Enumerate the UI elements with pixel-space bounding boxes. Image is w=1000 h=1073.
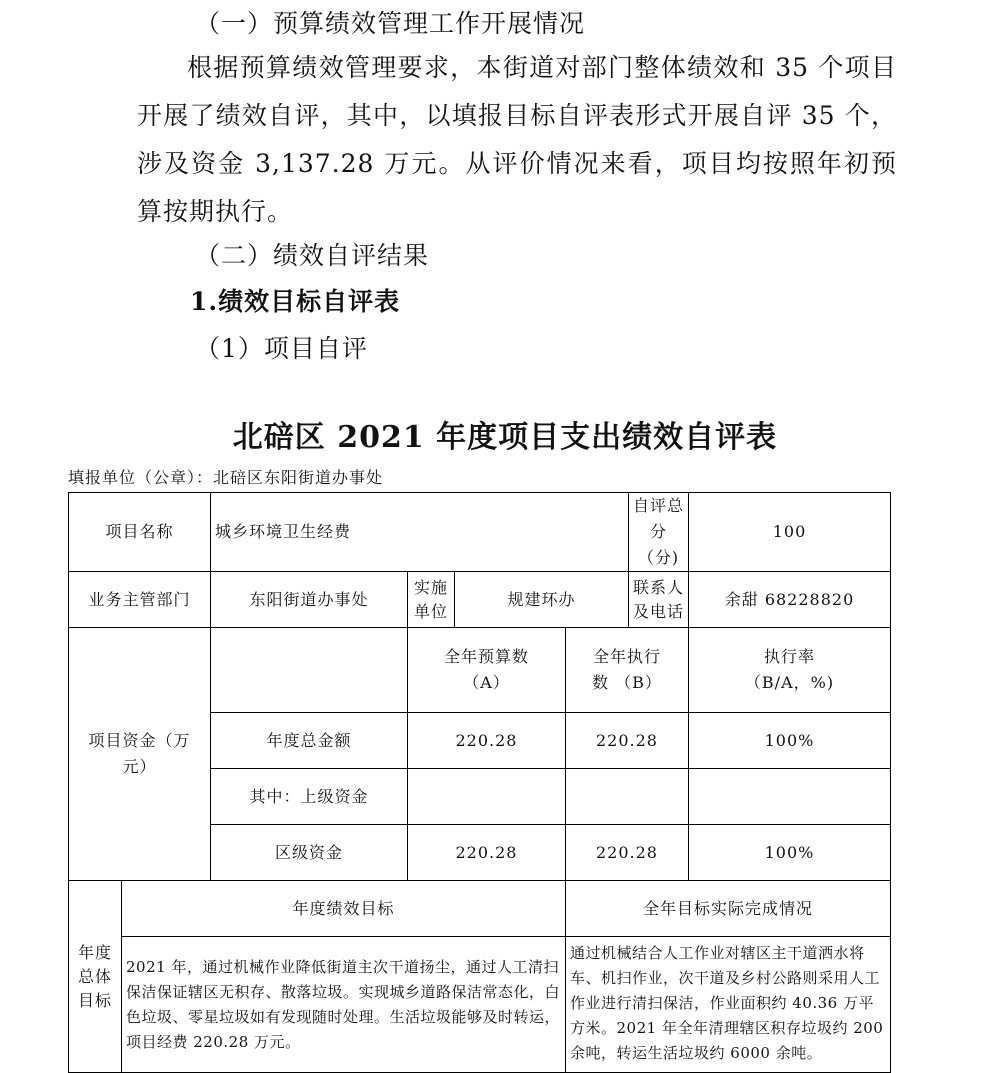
funds-header-blank [211,628,408,713]
row-budget: 220.28 [408,713,566,769]
row-exec [566,769,689,825]
row-exec: 220.28 [566,713,689,769]
evaluation-table [68,492,891,1073]
reporting-unit: 填报单位（公章）：北碚区东阳街道办事处 [68,468,384,487]
body-paragraph: 根据预算绩效管理要求，本街道对部门整体绩效和 35 个项目开展了绩效自评，其中，以填报目标自评表形式开展自评 35 个，涉及资金 3,137.28 万元。从评价情况来看，项目均按照年初预算按期执行。 [137,53,897,226]
contact-value: 余甜 68228820 [689,572,891,628]
section-heading-2: （二）绩效自评结果 [195,241,430,270]
row-budget: 220.28 [408,825,566,881]
row-rate [689,769,891,825]
row-rate: 100% [689,825,891,881]
table-title: 北碚区 2021 年度项目支出绩效自评表 [232,420,778,455]
goal-text: 2021 年，通过机械作业降低街道主次干道扬尘，通过人工清扫保洁保证辖区无积存、散落垃圾。实现城乡道路保洁常态化，白色垃圾、零星垃圾如有发现随时处理。生活垃圾能够及时转运，项目经费 220.28 万元。 [122,937,566,1073]
impl-unit-value: 规建环办 [455,572,629,628]
funds-label: 项目资金（万 元） [69,628,211,881]
impl-unit-label: 实施 单位 [408,572,455,628]
col-rate-header: 执行率 （B/A，%) [689,628,891,713]
actual-text: 通过机械结合人工作业对辖区主干道洒水将车、机扫作业，次干道及乡村公路则采用人工作业进行清扫保洁，作业面积约 40.36 万平方米。2021 年全年清理辖区积存垃圾约 200 余吨，转运生活垃圾约 6000 余吨。 [566,937,891,1073]
section-heading-1: （一）预算绩效管理工作开展情况 [195,9,586,38]
contact-label: 联系人 及电话 [629,572,689,628]
col-budget-header: 全年预算数 （A） [408,628,566,713]
row-label: 区级资金 [211,825,408,881]
row-label: 年度总金额 [211,713,408,769]
row-label: 其中：上级资金 [211,769,408,825]
annual-goal-label: 年度 总体 目标 [69,881,122,1073]
actual-header: 全年目标实际完成情况 [566,881,891,937]
score-value: 100 [689,493,891,572]
project-name-value: 城乡环境卫生经费 [211,493,629,572]
section-heading-3: 1.绩效目标自评表 [190,287,401,316]
goal-header: 年度绩效目标 [122,881,566,937]
row-budget [408,769,566,825]
row-rate: 100% [689,713,891,769]
project-name-label: 项目名称 [69,493,211,572]
section-heading-4: （1）项目自评 [195,334,368,363]
dept-label: 业务主管部门 [69,572,211,628]
row-exec: 220.28 [566,825,689,881]
dept-value: 东阳街道办事处 [211,572,408,628]
score-label: 自评总分（分) [629,493,689,572]
col-exec-header: 全年执行 数 （B） [566,628,689,713]
